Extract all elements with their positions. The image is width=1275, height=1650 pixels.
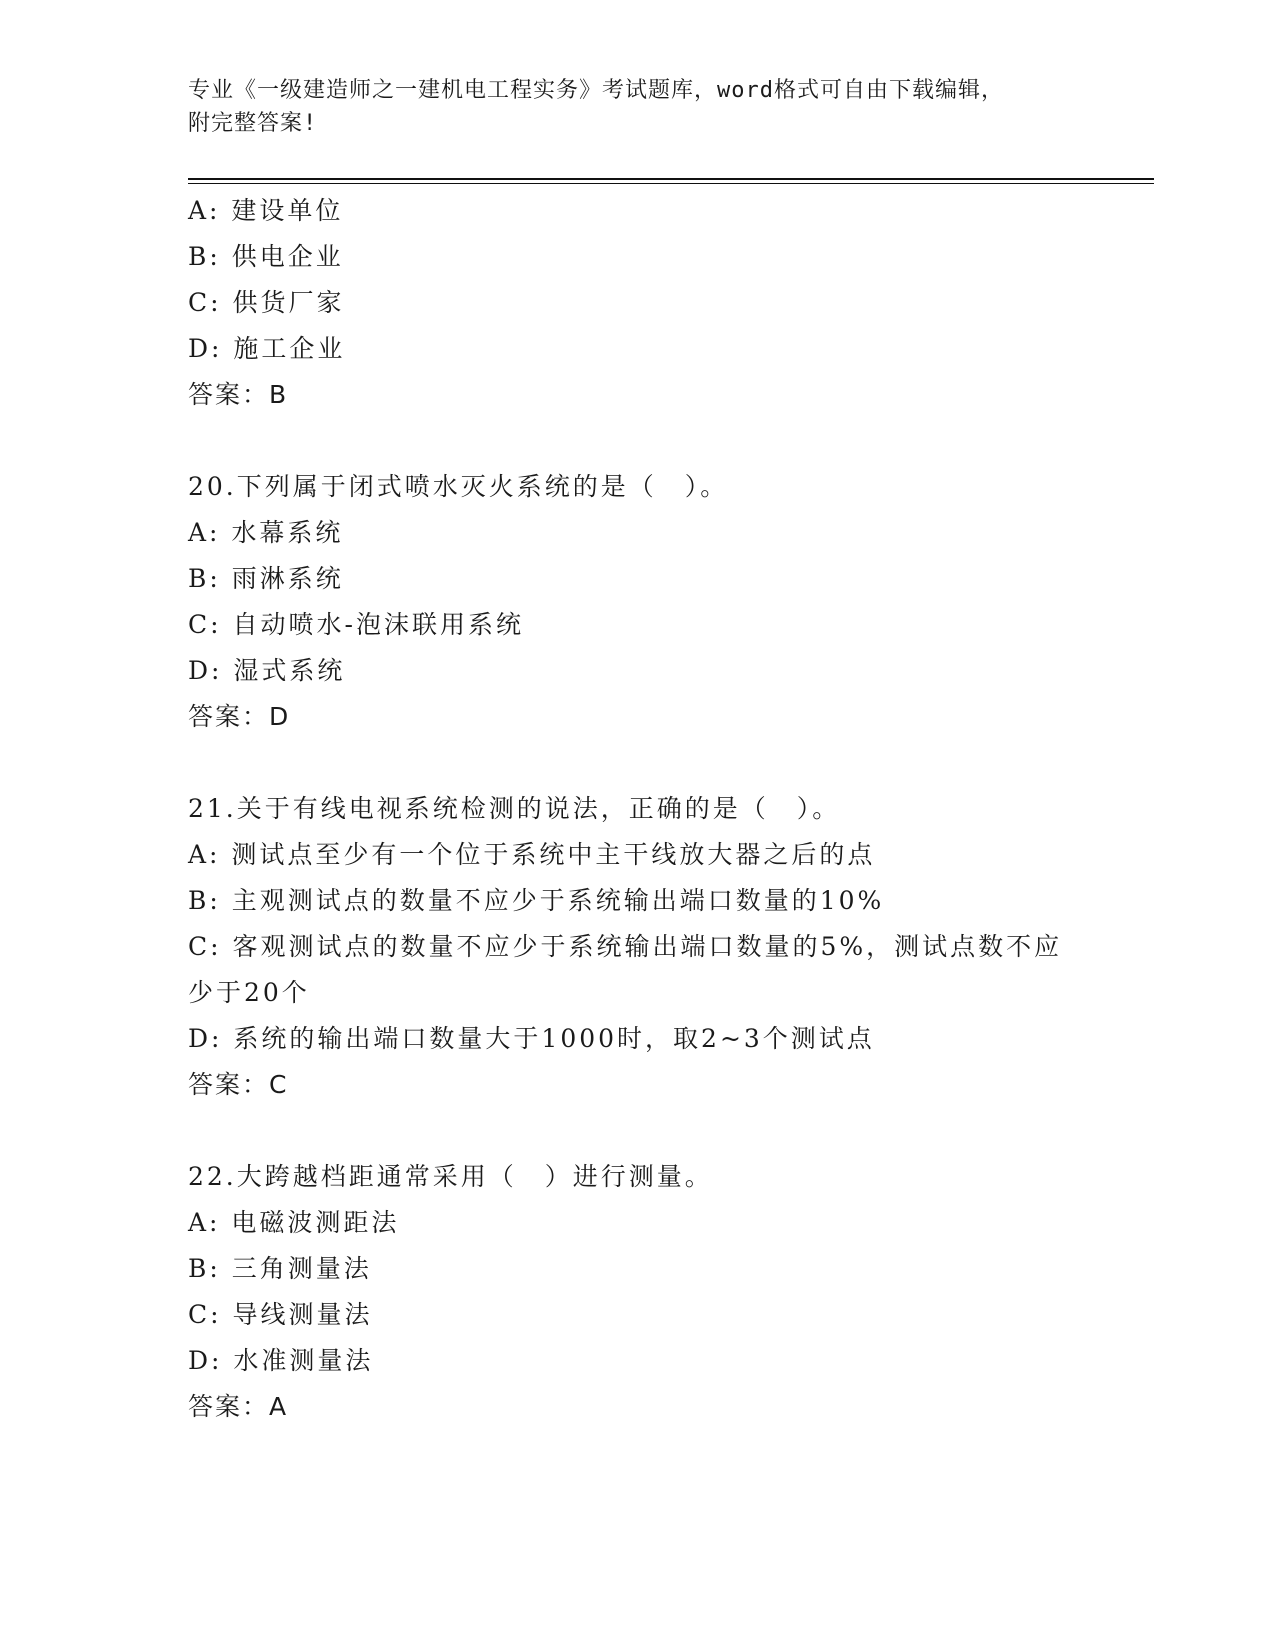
option-c: C: 自动喷水-泡沫联用系统 bbox=[188, 610, 524, 639]
option-d: D: 湿式系统 bbox=[188, 656, 346, 685]
option-d: D: 系统的输出端口数量大于1000时，取2~3个测试点 bbox=[188, 1024, 875, 1053]
question-block-19 bbox=[188, 188, 1088, 418]
option-c: C: 导线测量法 bbox=[188, 1300, 373, 1329]
answer-line: 答案：C bbox=[188, 1070, 289, 1099]
option-b: B: 三角测量法 bbox=[188, 1254, 372, 1283]
header-divider-thick bbox=[188, 178, 1154, 180]
option-a: A: 测试点至少有一个位于系统中主干线放大器之后的点 bbox=[188, 840, 876, 869]
question-text: 21.关于有线电视系统检测的说法，正确的是（ ）。 bbox=[188, 794, 841, 823]
question-block-20 bbox=[188, 464, 1088, 740]
question-list bbox=[188, 188, 1088, 1430]
option-a: A: 电磁波测距法 bbox=[188, 1208, 400, 1237]
answer-line: 答案：D bbox=[188, 702, 291, 731]
option-a: A: 建设单位 bbox=[188, 196, 344, 225]
header-line-1: 专业《一级建造师之一建机电工程实务》考试题库，word格式可自由下载编辑， bbox=[188, 78, 1004, 103]
option-c: C: 客观测试点的数量不应少于系统输出端口数量的5%，测试点数不应少于20个 bbox=[188, 932, 1063, 1007]
option-c: C: 供货厂家 bbox=[188, 288, 345, 317]
document-header bbox=[188, 74, 1088, 140]
question-block-22 bbox=[188, 1154, 1088, 1430]
option-b: B: 雨淋系统 bbox=[188, 564, 344, 593]
option-b: B: 主观测试点的数量不应少于系统输出端口数量的10% bbox=[188, 886, 885, 915]
answer-line: 答案：A bbox=[188, 1392, 289, 1421]
question-block-21 bbox=[188, 786, 1088, 1108]
option-d: D: 水准测量法 bbox=[188, 1346, 374, 1375]
option-b: B: 供电企业 bbox=[188, 242, 344, 271]
header-divider-thin bbox=[188, 183, 1154, 184]
question-text: 20.下列属于闭式喷水灭火系统的是（ ）。 bbox=[188, 472, 729, 501]
option-a: A: 水幕系统 bbox=[188, 518, 344, 547]
question-text: 22.大跨越档距通常采用（ ）进行测量。 bbox=[188, 1162, 713, 1191]
answer-line: 答案：B bbox=[188, 380, 289, 409]
option-d: D: 施工企业 bbox=[188, 334, 346, 363]
header-line-2: 附完整答案! bbox=[188, 111, 318, 136]
